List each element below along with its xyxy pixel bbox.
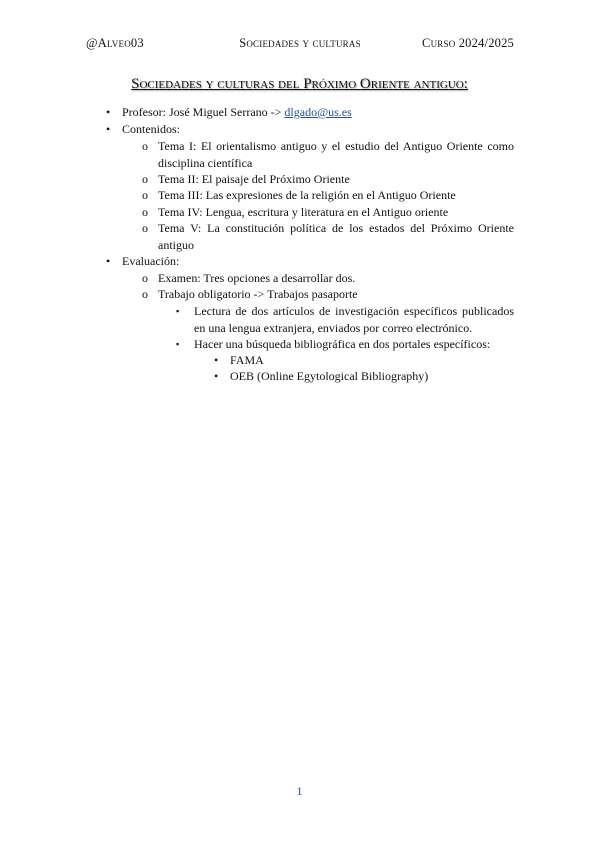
list-item-trabajo-detail — [0, 303, 599, 336]
document-title: Sociedades y culturas del Próximo Oriente antiguo: — [131, 76, 468, 92]
tema-text: Tema III: Las expresiones de la religión en el Antiguo Oriente — [158, 188, 456, 202]
bullet-circle: o — [142, 287, 148, 301]
portal-text: OEB (Online Egytological Bibliography) — [230, 369, 429, 383]
bullet-circle: o — [142, 188, 148, 202]
contenidos-label: Contenidos: — [122, 122, 181, 136]
page-number: 1 — [296, 784, 303, 798]
portal-text: FAMA — [230, 353, 264, 367]
bullet-disc: • — [106, 254, 111, 268]
bullet-square: ▪ — [176, 306, 180, 316]
trabajo-text: Trabajo obligatorio -> Trabajos pasaporte — [158, 287, 358, 301]
header-author: @Alveo03 — [86, 36, 144, 50]
profesor-label: Profesor: José Miguel Serrano -> — [122, 105, 285, 119]
bullet-circle: o — [142, 139, 148, 153]
tema-text: Tema II: El paisaje del Próximo Oriente — [158, 172, 350, 186]
bullet-disc: • — [214, 353, 219, 367]
examen-text: Examen: Tres opciones a desarrollar dos. — [158, 271, 356, 285]
list-item-tema — [0, 220, 599, 253]
tema-text: Tema I: El orientalismo antiguo y el estudio del Antiguo Oriente como disciplina científica — [158, 139, 514, 170]
profesor-email-link[interactable]: dlgado@us.es — [284, 105, 352, 119]
bullet-circle: o — [142, 172, 148, 186]
bullet-square: ▪ — [176, 339, 180, 349]
header-subject: Sociedades y culturas — [239, 36, 361, 50]
list-item-tema — [0, 138, 599, 171]
bullet-circle: o — [142, 271, 148, 285]
bullet-disc: • — [106, 105, 111, 119]
profesor-line — [122, 104, 352, 121]
header-course: Curso 2024/2025 — [422, 36, 514, 50]
bullet-disc: • — [106, 122, 111, 136]
bullet-circle: o — [142, 205, 148, 219]
trabajo-detail-text: Hacer una búsqueda bibliográfica en dos portales específicos: — [194, 337, 491, 351]
evaluacion-label: Evaluación: — [122, 254, 180, 268]
tema-text: Tema IV: Lengua, escritura y literatura en el Antiguo oriente — [158, 205, 449, 219]
page-header — [86, 36, 514, 52]
bullet-disc: • — [214, 369, 219, 383]
trabajo-detail-text: Lectura de dos artículos de investigación específicos publicados en una lengua extranjera, enviados por correo electrónico. — [194, 304, 514, 335]
bullet-circle: o — [142, 221, 148, 235]
tema-text: Tema V: La constitución política de los estados del Próximo Oriente antiguo — [158, 221, 514, 252]
